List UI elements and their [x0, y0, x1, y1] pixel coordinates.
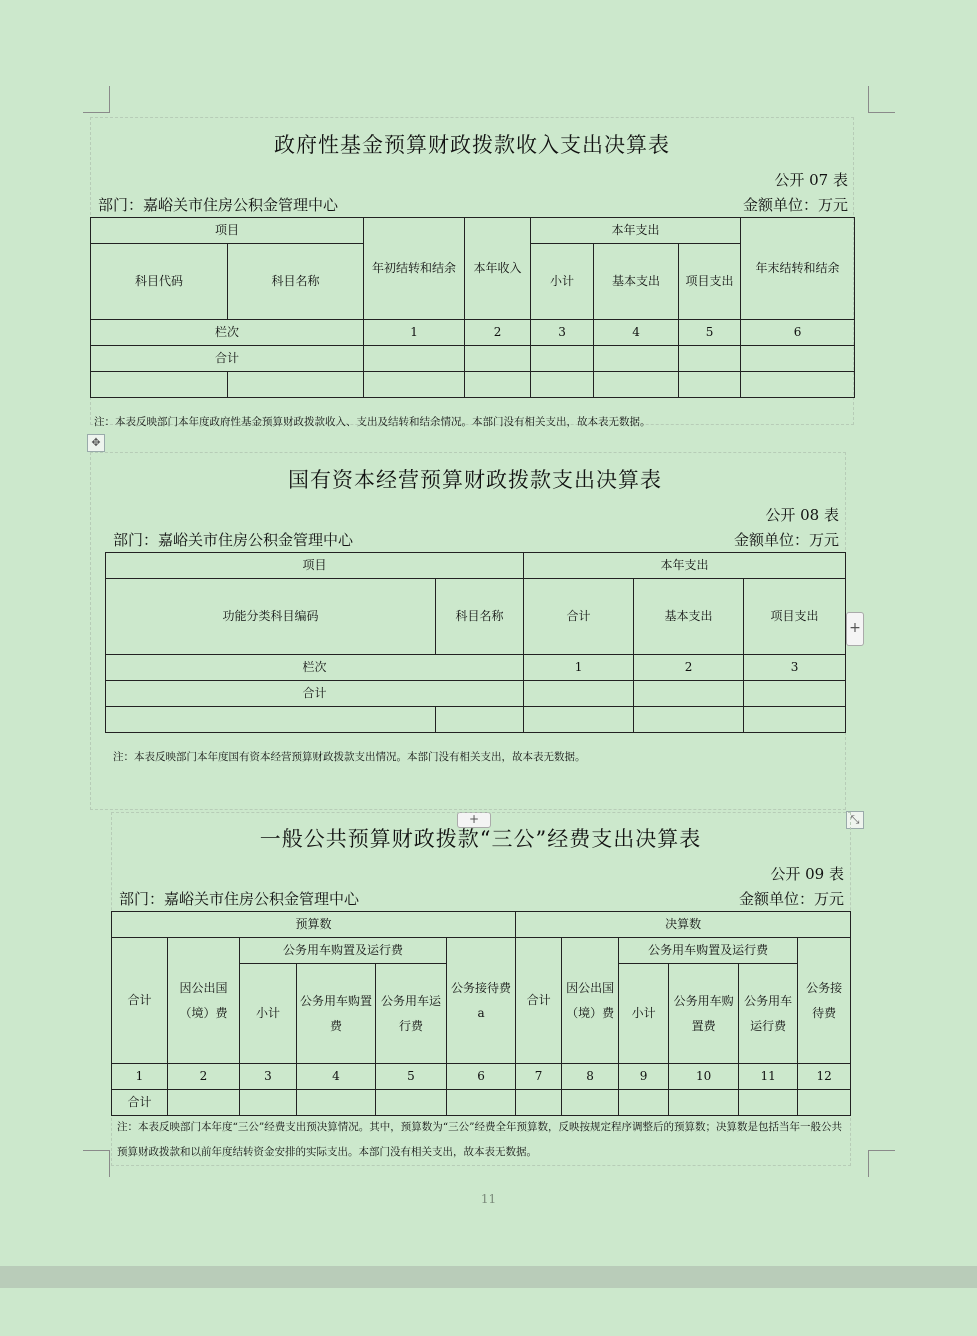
table-row	[91, 346, 855, 372]
margin-mark-bottom-right	[868, 1150, 895, 1177]
table-row	[112, 1090, 851, 1116]
index-cell: 2	[168, 1064, 240, 1090]
index-cell: 3	[531, 320, 594, 346]
th-abroad: 因公出国（境）费	[168, 938, 240, 1064]
th-func-code: 功能分类科目编码	[106, 579, 436, 655]
th-car-buy: 公务用车购置费	[297, 964, 376, 1064]
table-09-unit: 金额单位：万元	[738, 890, 844, 908]
index-cell: 1	[112, 1064, 168, 1090]
th-income: 本年收入	[465, 218, 531, 320]
th-code: 科目代码	[91, 244, 228, 320]
index-cell: 7	[516, 1064, 562, 1090]
th-name: 科目名称	[228, 244, 364, 320]
table-07	[90, 217, 855, 398]
table-08-unit: 金额单位：万元	[733, 531, 839, 549]
th-project: 项目支出	[744, 579, 846, 655]
th-total: 合计	[112, 938, 168, 1064]
th-expense: 本年支出	[524, 553, 846, 579]
index-cell: 4	[297, 1064, 376, 1090]
table-07-unit: 金额单位：万元	[742, 196, 848, 214]
index-cell: 10	[669, 1064, 739, 1090]
th-prev: 年初结转和结余	[364, 218, 465, 320]
index-cell: 11	[739, 1064, 798, 1090]
table-09-block	[111, 812, 850, 1164]
th-subtotal: 小计	[240, 964, 297, 1064]
total-label: 合计	[112, 1090, 168, 1116]
table-row	[106, 655, 846, 681]
table-09-code: 公开 09 表	[770, 865, 844, 883]
index-cell: 6	[741, 320, 855, 346]
th-subtotal-final: 小计	[619, 964, 669, 1064]
th-total: 合计	[524, 579, 634, 655]
th-car-buy-final: 公务用车购置费	[669, 964, 739, 1064]
table-row	[106, 707, 846, 733]
table-row	[91, 320, 855, 346]
th-reception-a: 公务接待费 a	[447, 938, 516, 1064]
table-07-dept: 部门：嘉峪关市住房公积金管理中心	[98, 196, 339, 214]
th-end: 年末结转和结余	[741, 218, 855, 320]
total-label: 合计	[106, 681, 524, 707]
margin-mark-top-left	[83, 86, 110, 113]
table-08-dept: 部门：嘉峪关市住房公积金管理中心	[113, 531, 354, 549]
table-07-block	[90, 117, 854, 437]
th-subtotal: 小计	[531, 244, 594, 320]
index-cell: 3	[744, 655, 846, 681]
table-08-note: 注：本表反映部门本年度国有资本经营预算财政拨款支出情况。本部门没有相关支出，故本表无数据。	[113, 751, 586, 763]
page-number: 11	[480, 1192, 497, 1206]
th-basic: 基本支出	[634, 579, 744, 655]
table-09	[111, 911, 851, 1116]
row-index-label: 栏次	[91, 320, 364, 346]
margin-mark-bottom-left	[83, 1150, 110, 1177]
index-cell: 12	[798, 1064, 851, 1090]
th-project: 项目支出	[679, 244, 741, 320]
th-item: 项目	[91, 218, 364, 244]
row-index-label: 栏次	[106, 655, 524, 681]
table-row	[106, 681, 846, 707]
index-cell: 1	[364, 320, 465, 346]
window-bottom-bar	[0, 1266, 977, 1288]
add-row-button[interactable]: +	[457, 812, 491, 828]
th-name: 科目名称	[436, 579, 524, 655]
table-09-title: 一般公共预算财政拨款“三公”经费支出决算表	[259, 827, 702, 851]
th-car-final: 公务用车购置及运行费	[619, 938, 798, 964]
table-row	[91, 372, 855, 398]
table-07-code: 公开 07 表	[774, 171, 848, 189]
th-reception: 公务接待费	[798, 938, 851, 1064]
table-07-note: 注：本表反映部门本年度政府性基金预算财政拨款收入、支出及结转和结余情况。本部门没有相关支出，故本表无数据。	[94, 416, 651, 428]
table-08-block	[105, 452, 845, 792]
th-basic: 基本支出	[594, 244, 679, 320]
th-item: 项目	[106, 553, 524, 579]
index-cell: 2	[465, 320, 531, 346]
index-cell: 5	[376, 1064, 447, 1090]
th-total-final: 合计	[516, 938, 562, 1064]
table-row	[112, 1064, 851, 1090]
move-table-icon[interactable]: ✥	[87, 434, 105, 452]
index-cell: 8	[562, 1064, 619, 1090]
index-cell: 6	[447, 1064, 516, 1090]
th-final: 决算数	[516, 912, 851, 938]
index-cell: 5	[679, 320, 741, 346]
th-car-run: 公务用车运行费	[376, 964, 447, 1064]
total-label: 合计	[91, 346, 364, 372]
table-08-code: 公开 08 表	[765, 506, 839, 524]
th-car: 公务用车购置及运行费	[240, 938, 447, 964]
th-car-run-final: 公务用车运行费	[739, 964, 798, 1064]
th-budget: 预算数	[112, 912, 516, 938]
index-cell: 9	[619, 1064, 669, 1090]
index-cell: 1	[524, 655, 634, 681]
resize-table-icon[interactable]: ⤡	[846, 811, 864, 829]
table-08-title: 国有资本经营预算财政拨款支出决算表	[288, 468, 662, 492]
add-column-button[interactable]: +	[846, 612, 864, 646]
table-09-note: 注：本表反映部门本年度“三公”经费支出预决算情况。其中，预算数为“三公”经费全年预算数，反映按规定程序调整后的预算数；决算数是包括当年一般公共预算财政拨款和以前年度结转资金安排的实际支出。本部门没有相关支出，故本表无数据。	[117, 1121, 842, 1158]
th-abroad-final: 因公出国（境）费	[562, 938, 619, 1064]
index-cell: 4	[594, 320, 679, 346]
table-09-dept: 部门：嘉峪关市住房公积金管理中心	[119, 890, 360, 908]
table-08	[105, 552, 846, 733]
margin-mark-top-right	[868, 86, 895, 113]
th-expense: 本年支出	[531, 218, 741, 244]
index-cell: 2	[634, 655, 744, 681]
table-07-title: 政府性基金预算财政拨款收入支出决算表	[274, 133, 670, 157]
index-cell: 3	[240, 1064, 297, 1090]
